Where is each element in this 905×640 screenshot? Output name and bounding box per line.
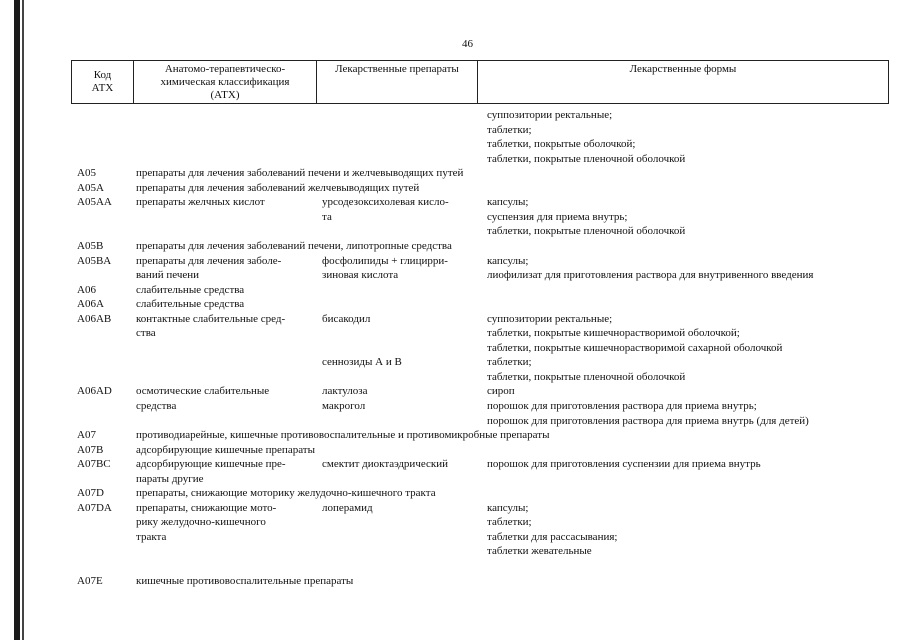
row-code: A06A: [77, 298, 104, 311]
header-code-text: Код АТХ: [91, 69, 114, 94]
header-forms: [477, 60, 889, 104]
row-code: A07D: [77, 487, 104, 500]
row-classification: контактные слабительные сред- ства: [136, 312, 286, 340]
row-forms: сироп порошок для приготовления раствора для приема внутрь; порошок для приготовления раствора для приема внутрь (для детей): [487, 385, 809, 427]
row-code: A06: [77, 283, 96, 296]
row-classification: препараты, снижающие мото- рику желудочно-кишечного тракта: [136, 501, 277, 543]
scan-edge-bar: [14, 0, 20, 640]
row-group-title: препараты, снижающие моторику желудочно-кишечного тракта: [136, 487, 436, 500]
row-group-title: кишечные противовоспалительные препараты: [136, 574, 354, 587]
row-group-title: препараты для лечения заболеваний печени и желчевыводящих путей: [136, 167, 464, 180]
row-code: A07DA: [77, 501, 112, 514]
row-group-title: слабительные средства: [136, 298, 245, 311]
row-drug: фосфолипиды + глицирри- зиновая кислота: [322, 254, 448, 282]
row-drug: лоперамид: [322, 501, 373, 514]
row-classification: препараты для лечения заболе- ваний печени: [136, 254, 282, 282]
row-group-title: препараты для лечения заболеваний печени, липотропные средства: [136, 239, 452, 252]
row-forms: порошок для приготовления суспензии для приема внутрь: [487, 458, 761, 471]
header-code: [71, 60, 134, 104]
row-code: A06AD: [77, 385, 112, 398]
row-code: A07B: [77, 443, 104, 456]
row-classification: препараты желчных кислот: [136, 196, 265, 209]
row-group-title: препараты для лечения заболеваний желчевыводящих путей: [136, 181, 420, 194]
row-forms: капсулы; лиофилизат для приготовления раствора для внутривенного введения: [487, 254, 814, 282]
row-code: A05B: [77, 239, 104, 252]
row-forms: таблетки, покрытые оболочкой;: [487, 138, 636, 151]
row-group-title: слабительные средства: [136, 283, 245, 296]
row-classification: адсорбирующие кишечные пре- параты другие: [136, 458, 286, 485]
scan-edge-line: [22, 0, 24, 640]
row-code: A05BA: [77, 254, 112, 267]
row-forms: суппозитории ректальные;: [487, 109, 613, 121]
header-classification: [133, 60, 317, 104]
row-classification: осмотические слабительные средства: [136, 385, 270, 412]
row-forms: капсулы; суспензия для приема внутрь; таблетки, покрытые пленочной оболочкой: [487, 196, 686, 238]
row-group-title: адсорбирующие кишечные препараты: [136, 443, 315, 456]
header-classification-text: Анатомо-терапевтическо- химическая классификация (АТХ): [160, 63, 290, 101]
row-forms: таблетки;: [487, 123, 532, 136]
row-code: A07: [77, 429, 96, 442]
row-forms: суппозитории ректальные; таблетки, покрытые кишечнорастворимой оболочкой; таблетки, покрытые кишечнорастворимой сахарной оболочкой: [487, 312, 783, 354]
row-forms: таблетки, покрытые пленочной оболочкой: [487, 152, 686, 165]
row-drug: урсодезоксихолевая кисло- та: [322, 196, 449, 223]
row-code: A05A: [77, 181, 104, 194]
row-code: A06AB: [77, 312, 112, 325]
row-forms: таблетки; таблетки, покрытые пленочной оболочкой: [487, 356, 686, 383]
page-number: 46: [462, 38, 473, 50]
header-forms-text: Лекарственные формы: [629, 63, 737, 75]
row-code: A05: [77, 167, 96, 180]
header-drugs: [316, 60, 478, 104]
row-code: A07BC: [77, 458, 111, 471]
row-drug: лактулоза макрогол: [322, 385, 368, 412]
row-forms: капсулы; таблетки; таблетки для рассасывания; таблетки жевательные: [487, 501, 618, 558]
header-drugs-text: Лекарственные препараты: [335, 63, 459, 75]
row-drug: бисакодил: [322, 312, 371, 325]
row-code: A07E: [77, 574, 103, 587]
row-drug: сеннозиды А и В: [322, 356, 402, 369]
row-drug: смектит диоктаэдрический: [322, 458, 449, 471]
row-group-title: противодиарейные, кишечные противовоспалительные и противомикробные препараты: [136, 429, 550, 442]
row-code: A05AA: [77, 196, 112, 209]
